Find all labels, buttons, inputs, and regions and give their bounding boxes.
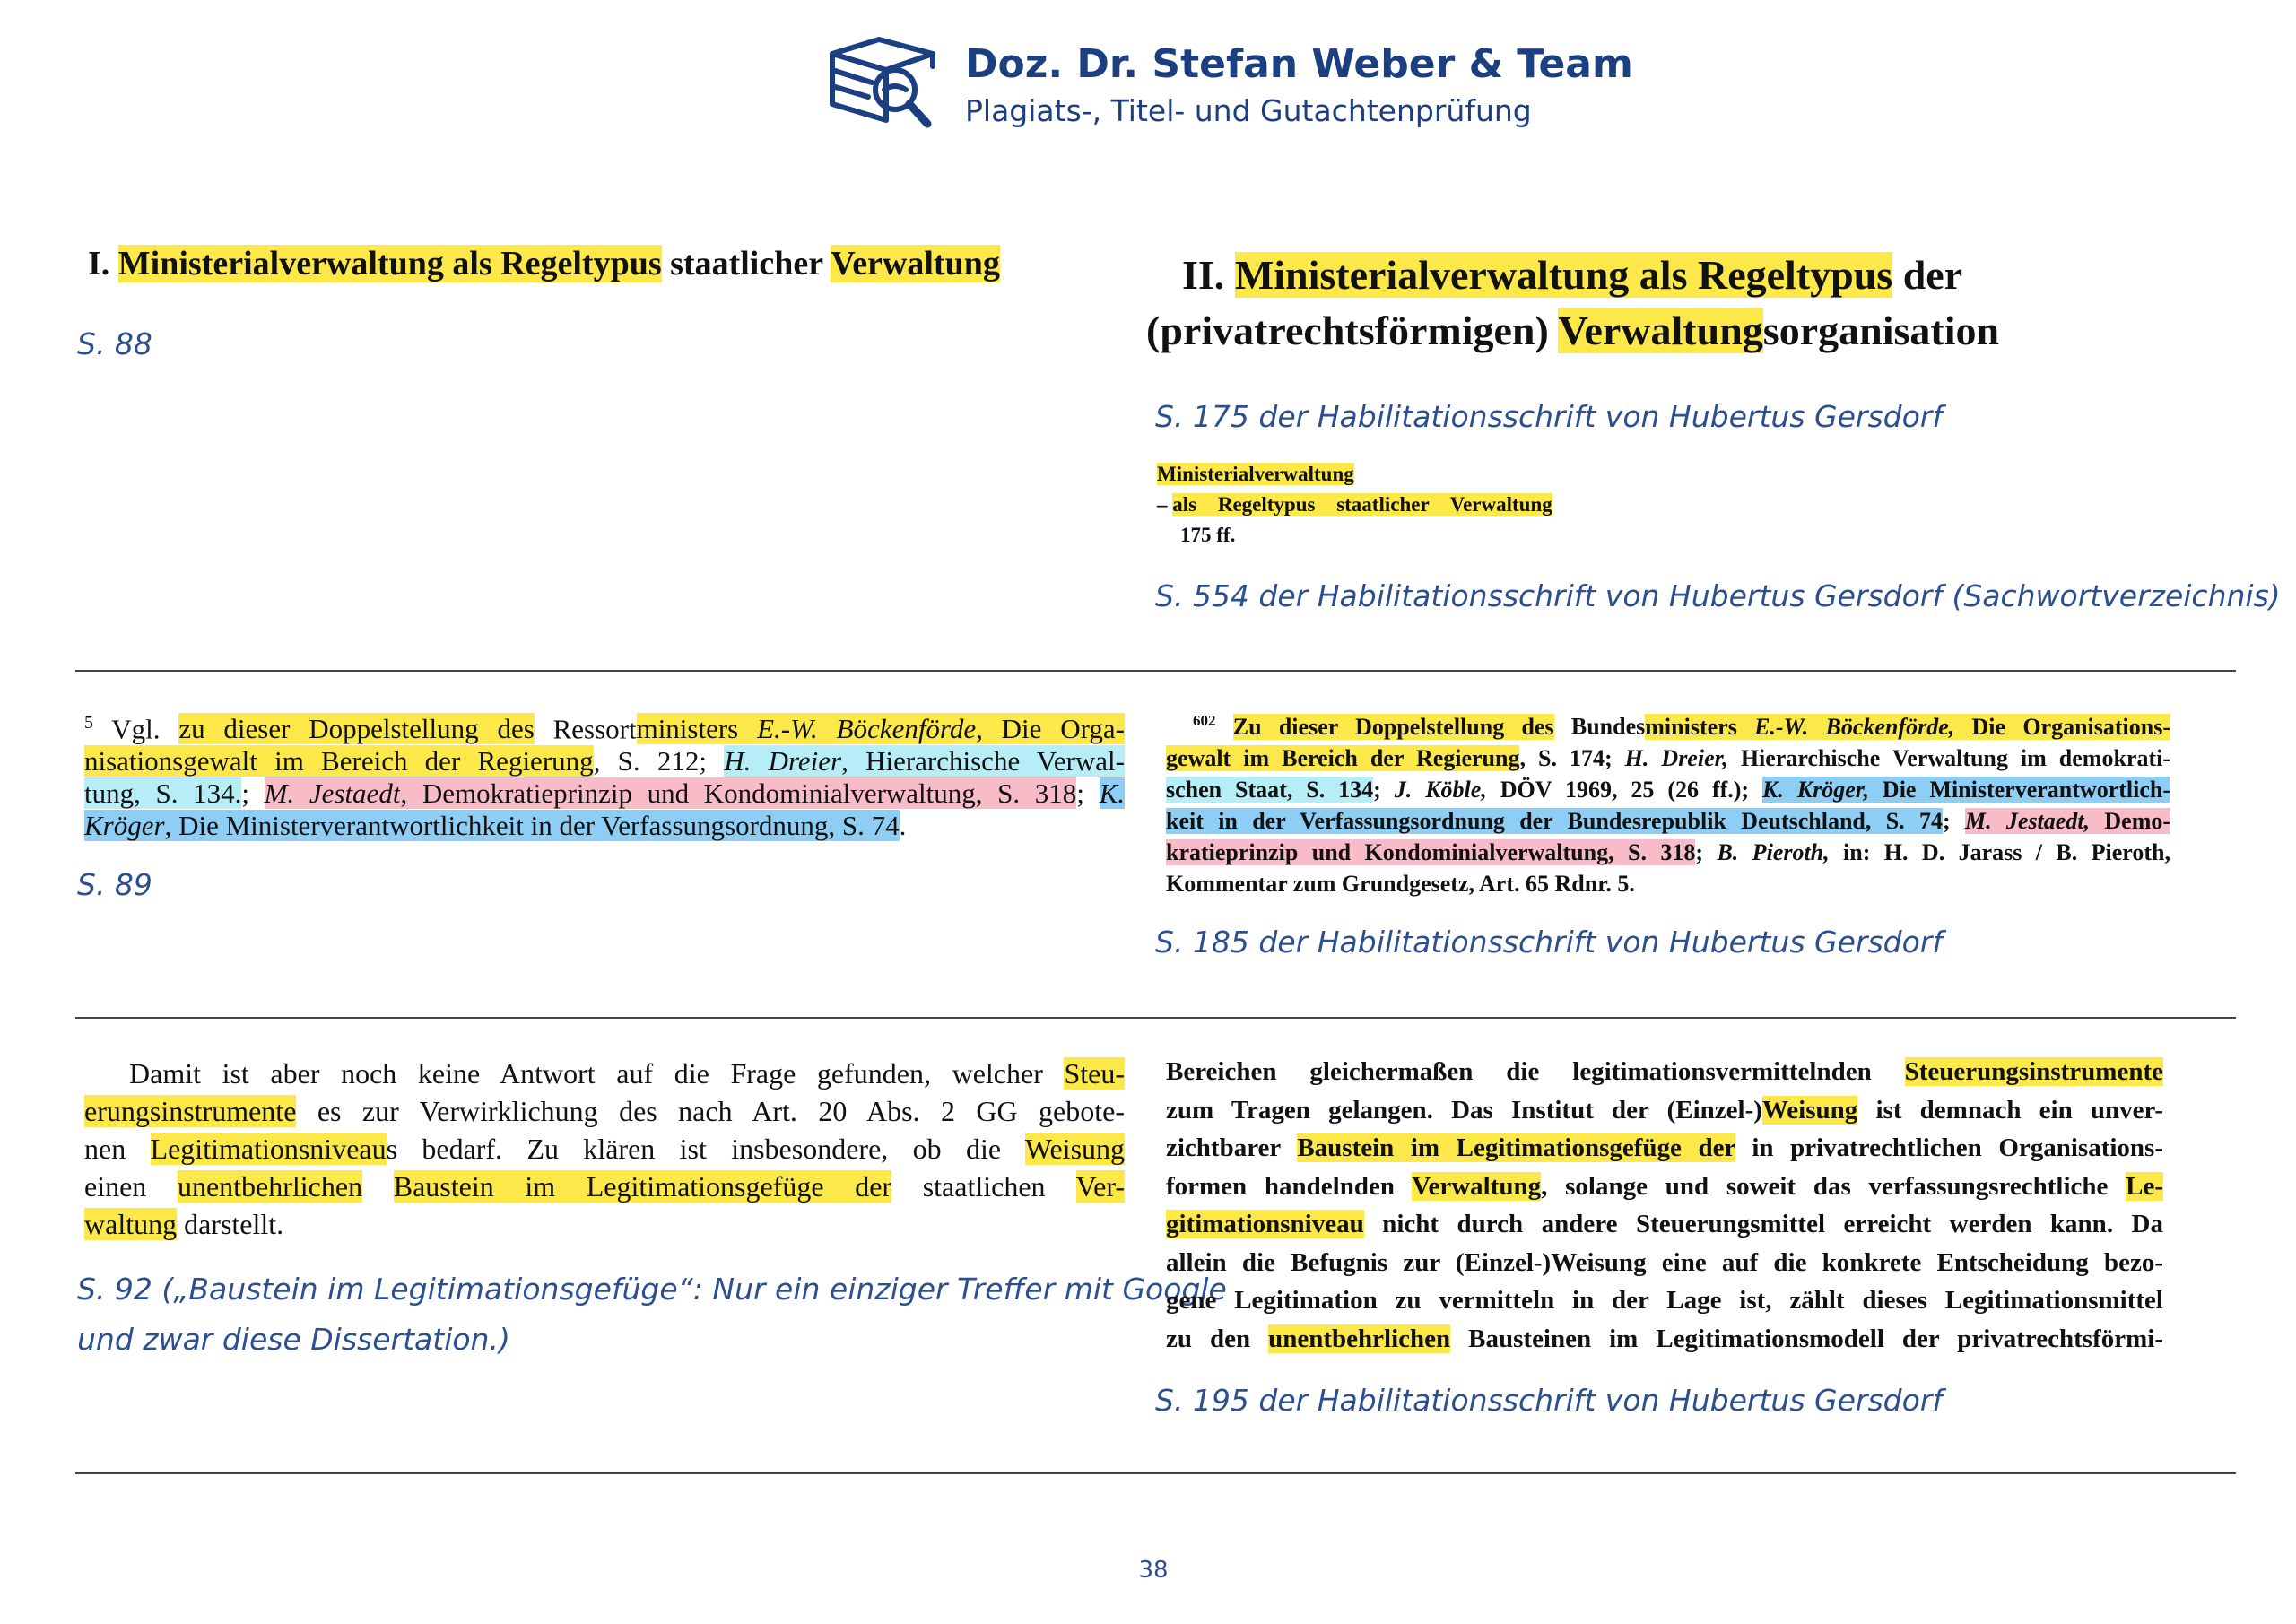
highlight-yellow: unentbehrlichen <box>1268 1324 1451 1353</box>
row1-right-heading <box>1146 248 2000 359</box>
heading-number: II. <box>1182 252 1235 298</box>
text: Bausteinen im Legitimationsmodell der privatrechtsförmi- <box>1450 1324 2163 1353</box>
highlight-yellow: Steuerungsinstrumente <box>1904 1057 2163 1086</box>
text: in privatrechtlichen Organisations- <box>1735 1133 2164 1162</box>
highlight-yellow: Weisung <box>1024 1133 1126 1165</box>
text: . <box>899 810 907 842</box>
text: allein die Befugnis zur (Einzel-)Weisung eine auf die konkrete Entscheidung bezo- <box>1166 1247 2163 1277</box>
text: in: H. D. Jarass / B. Pieroth, <box>1829 838 2170 865</box>
highlight-blue: keit in der Verfassungsordnung der Bundesrepublik Deutschland, S. 74 <box>1166 807 1943 834</box>
highlight-pink: , Demokratieprinzip und Kondominialverwaltung, S. 318 <box>400 777 1077 810</box>
text: ; <box>1373 776 1395 803</box>
highlight-yellow: E.-W. Böckenförde, <box>1754 713 1955 740</box>
caption-line: S. 92 („Baustein im Legitimationsgefüge“: Nur ein einziger Treffer mit Google <box>77 1272 1227 1307</box>
text: DÖV 1969, 25 (26 ff.); <box>1486 776 1763 803</box>
header-logo <box>825 34 942 133</box>
highlight-yellow: Verwaltung <box>1412 1171 1542 1201</box>
heading-number: I. <box>88 245 118 282</box>
highlight-pink: M. Jestaedt <box>264 777 401 810</box>
row3-right-paragraph <box>1166 1053 2163 1358</box>
row1-left-heading <box>88 244 1000 283</box>
highlight-cyan: , Hierarchische Verwal- <box>841 745 1125 777</box>
divider <box>75 1472 2236 1474</box>
text: einen <box>84 1170 178 1203</box>
highlight-yellow: Die Organisations- <box>1954 713 2170 740</box>
text: staatlichen <box>891 1170 1076 1203</box>
text: s bedarf. Zu klären ist insbesondere, ob die <box>386 1133 1025 1165</box>
highlight-yellow: Ver- <box>1075 1170 1126 1203</box>
highlight-yellow: Verwaltung <box>831 245 1000 282</box>
highlight-yellow: gewalt im Bereich der Regierung <box>1166 744 1520 771</box>
highlight-yellow: Weisung <box>1761 1095 1858 1125</box>
footnote-number: 5 <box>84 713 93 733</box>
highlight-yellow: E.-W. Böckenförde <box>757 713 977 745</box>
text: formen handelnden <box>1166 1171 1413 1201</box>
highlight-cyan: tung, S. 134. <box>84 777 242 810</box>
index-pages: 175 ff. <box>1180 524 1236 546</box>
highlight-yellow: Zu dieser Doppelstellung des <box>1232 713 1554 740</box>
index-dash: – <box>1157 493 1173 516</box>
text: ; <box>1942 807 1965 834</box>
highlight-yellow: unentbehrlichen <box>177 1170 363 1203</box>
text: B. Pieroth, <box>1717 838 1830 865</box>
text: , S. 174; <box>1519 744 1625 771</box>
caption-row2-right: S. 185 der Habilitationsschrift von Hubertus Gersdorf <box>1155 925 1943 960</box>
highlight-yellow: Le- <box>2126 1171 2163 1201</box>
highlight-yellow: gitimationsniveau <box>1166 1210 1364 1238</box>
text: darstellt. <box>177 1208 284 1240</box>
caption-row3-right: S. 195 der Habilitationsschrift von Hubertus Gersdorf <box>1155 1383 1943 1418</box>
text: nicht durch andere Steuerungsmittel erreicht werden kann. Da <box>1363 1210 2163 1238</box>
text: H. Dreier, <box>1624 744 1728 771</box>
highlight-blue: Kröger <box>84 810 165 842</box>
highlight-yellow: zu dieser Doppelstellung des <box>178 713 535 745</box>
text: Damit ist aber noch keine Antwort auf die Frage gefunden, welcher <box>129 1057 1065 1090</box>
page-number: 38 <box>1138 1557 1169 1584</box>
highlight-yellow: Steu- <box>1064 1057 1125 1090</box>
caption-line: und zwar diese Dissertation.) <box>77 1322 510 1357</box>
text: Hierarchische Verwaltung im demokrati- <box>1727 744 2171 771</box>
highlight-yellow: Baustein im Legitimationsgefüge der <box>393 1170 892 1203</box>
highlight-yellow: als Regeltypus staatlicher Verwaltung <box>1172 493 1552 516</box>
highlight-yellow: Legitimationsniveau <box>150 1133 387 1165</box>
text: ist demnach ein unver- <box>1857 1095 2163 1125</box>
header-title: Doz. Dr. Stefan Weber & Team <box>965 41 1633 87</box>
caption-row1-right-2: S. 554 der Habilitationsschrift von Hubertus Gersdorf (Sachwortverzeichnis) <box>1155 578 2281 613</box>
index-entry <box>1157 459 1552 551</box>
caption-row3-left <box>77 1264 1227 1365</box>
text: Vgl. <box>93 713 179 745</box>
text: , solange und soweit das verfassungsrechtliche <box>1541 1171 2126 1201</box>
highlight-yellow: , Die Orga- <box>976 713 1125 745</box>
text: gene Legitimation zu vermitteln in der Lage ist, zählt dieses Legitimationsmittel <box>1166 1286 2163 1315</box>
highlight-yellow: Baustein im Legitimationsgefüge der <box>1297 1133 1735 1162</box>
highlight-pink: kratieprinzip und Kondominialverwaltung, S. 318 <box>1166 838 1696 865</box>
book-magnifier-icon <box>825 34 942 133</box>
footnote-number: 602 <box>1193 712 1216 729</box>
highlight-yellow: erungsinstrumente <box>84 1095 297 1127</box>
highlight-yellow: Ministerialverwaltung <box>1157 463 1354 485</box>
highlight-yellow: ministers <box>1645 713 1755 740</box>
divider <box>75 1017 2236 1019</box>
heading-text: (privatrechtsförmigen) <box>1146 308 1559 353</box>
highlight-cyan: schen Staat, S. 134 <box>1166 776 1374 803</box>
text: ; <box>1076 777 1100 810</box>
text: ; <box>241 777 265 810</box>
highlight-blue: , Die Ministerverantwortlichkeit in der Verfassungsordnung, S. 74 <box>164 810 900 842</box>
highlight-blue: K. <box>1099 777 1126 810</box>
text: Ressort <box>534 713 637 745</box>
highlight-yellow: Ministerialverwaltung als Regeltypus <box>117 245 662 282</box>
caption-row2-left: S. 89 <box>77 867 152 902</box>
heading-text: staatlicher <box>661 245 831 282</box>
text: Bundes <box>1553 713 1646 740</box>
text: zu den <box>1166 1324 1269 1353</box>
highlight-pink: M. Jestaedt, <box>1964 807 2091 834</box>
highlight-blue: K. Kröger, <box>1762 776 1869 803</box>
heading-text: der <box>1892 252 1963 298</box>
row2-right-footnote <box>1166 705 2170 899</box>
caption-row1-right-1: S. 175 der Habilitationsschrift von Hubertus Gersdorf <box>1155 399 1943 434</box>
highlight-yellow: nisationsgewalt im Bereich der Regierung <box>84 745 594 777</box>
text: zichtbarer <box>1166 1133 1298 1162</box>
text: Bereichen gleichermaßen die legitimationsvermittelnden <box>1166 1057 1905 1086</box>
header-subtitle: Plagiats-, Titel- und Gutachtenprüfung <box>965 93 1532 128</box>
text: , S. 212; <box>593 745 725 777</box>
heading-text: sorganisation <box>1762 308 2000 353</box>
row3-left-paragraph <box>84 1055 1125 1243</box>
highlight-yellow: waltung <box>84 1208 178 1240</box>
highlight-blue: Die Ministerverantwortlich- <box>1869 776 2170 803</box>
highlight-yellow: Verwaltung <box>1558 308 1763 353</box>
text <box>362 1170 394 1203</box>
highlight-yellow: Ministerialverwaltung als Regeltypus <box>1234 252 1893 298</box>
text: ; <box>1695 838 1718 865</box>
text: J. Köble, <box>1394 776 1487 803</box>
text: es zur Verwirklichung des nach Art. 20 Abs. 2 GG gebote- <box>296 1095 1125 1127</box>
text: Kommentar zum Grundgesetz, Art. 65 Rdnr. 5. <box>1166 870 1635 897</box>
highlight-pink: Demo- <box>2090 807 2171 834</box>
text: nen <box>84 1133 151 1165</box>
row2-left-footnote <box>84 707 1125 842</box>
highlight-yellow: ministers <box>636 713 758 745</box>
divider <box>75 670 2236 672</box>
caption-row1-left: S. 88 <box>77 326 152 361</box>
highlight-cyan: H. Dreier <box>724 745 842 777</box>
text: zum Tragen gelangen. Das Institut der (Einzel-) <box>1166 1095 1762 1125</box>
